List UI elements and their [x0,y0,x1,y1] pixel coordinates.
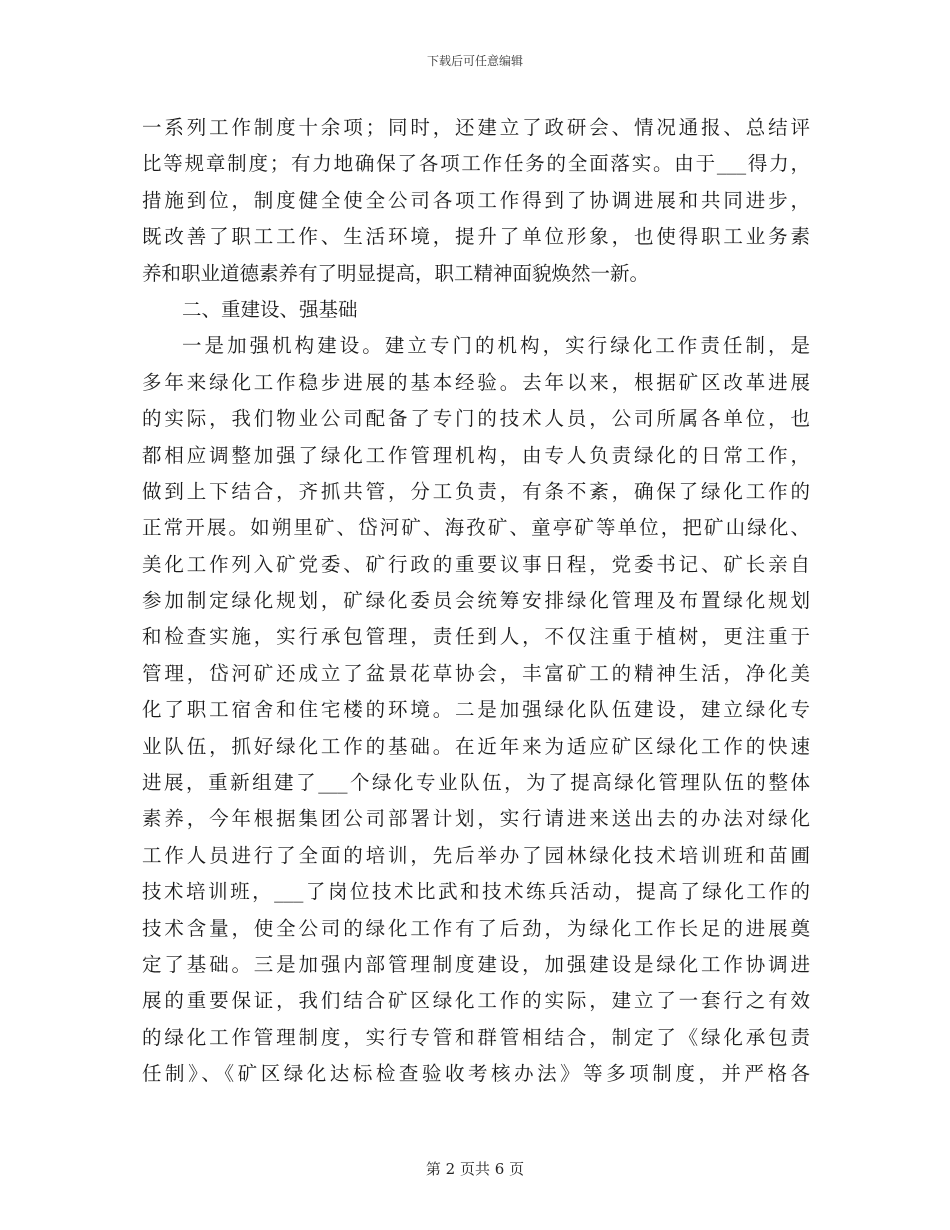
text-line: 多年来绿化工作稳步进展的基本经验。去年以来，根据矿区改革进展 [142,370,810,394]
text-line: 既改善了职工工作、生活环境，提升了单位形象，也使得职工业务素 [142,225,810,249]
document-body [142,110,810,1093]
text-line: 任制》、《矿区绿化达标检查验收考核办法》等多项制度，并严格各 [142,1062,810,1086]
text-line: 比等规章制度；有力地确保了各项工作任务的全面落实。由于___得力， [142,152,810,176]
text-line: 技术培训班，___了岗位技术比武和技术练兵活动，提高了绿化工作的 [142,880,810,904]
text-line: 工作人员进行了全面的培训，先后举办了园林绿化技术培训班和苗圃 [142,843,810,867]
text-line: 素养，今年根据集团公司部署计划，实行请进来送出去的办法对绿化 [142,807,810,831]
text-line: 展的重要保证，我们结合矿区绿化工作的实际，建立了一套行之有效 [142,989,810,1013]
text-line: 美化工作列入矿党委、矿行政的重要议事日程，党委书记、矿长亲自 [142,552,810,576]
text-line: 参加制定绿化规划，矿绿化委员会统筹安排绿化管理及布置绿化规划 [142,589,810,613]
text-line: 做到上下结合，齐抓共管，分工负责，有条不紊，确保了绿化工作的 [142,479,810,503]
text-line: 一系列工作制度十余项；同时，还建立了政研会、情况通报、总结评 [142,116,810,139]
text-line: 的实际，我们物业公司配备了专门的技术人员，公司所属各单位，也 [142,407,810,431]
text-line: 一是加强机构建设。建立专门的机构，实行绿化工作责任制，是 [182,334,810,358]
text-line: 养和职业道德素养有了明显提高，职工精神面貌焕然一新。 [142,261,650,285]
page-footer: 第 2 页共 6 页 [425,1160,525,1178]
page-header: 下载后可任意编辑 [426,54,523,68]
text-line: 和检查实施，实行承包管理，责任到人，不仅注重于植树，更注重于 [142,625,810,649]
text-line: 业队伍，抓好绿化工作的基础。在近年来为适应矿区绿化工作的快速 [142,734,810,758]
text-line: 都相应调整加强了绿化工作管理机构，由专人负责绿化的日常工作， [142,443,810,467]
section-heading: 二、重建设、强基础 [182,297,358,321]
text-line: 管理，岱河矿还成立了盆景花草协会，丰富矿工的精神生活，净化美 [142,661,810,685]
text-line: 的绿化工作管理制度，实行专管和群管相结合，制定了《绿化承包责 [142,1025,810,1049]
text-line: 措施到位，制度健全使全公司各项工作得到了协调进展和共同进步， [142,188,810,212]
text-line: 正常开展。如朔里矿、岱河矿、海孜矿、童亭矿等单位，把矿山绿化、 [142,516,810,540]
text-line: 定了基础。三是加强内部管理制度建设，加强建设是绿化工作协调进 [142,952,810,976]
text-line: 进展，重新组建了___个绿化专业队伍，为了提高绿化管理队伍的整体 [142,771,810,795]
text-line: 化了职工宿舍和住宅楼的环境。二是加强绿化队伍建设，建立绿化专 [142,698,810,722]
text-line: 技术含量，使全公司的绿化工作有了后劲，为绿化工作长足的进展奠 [142,916,810,940]
